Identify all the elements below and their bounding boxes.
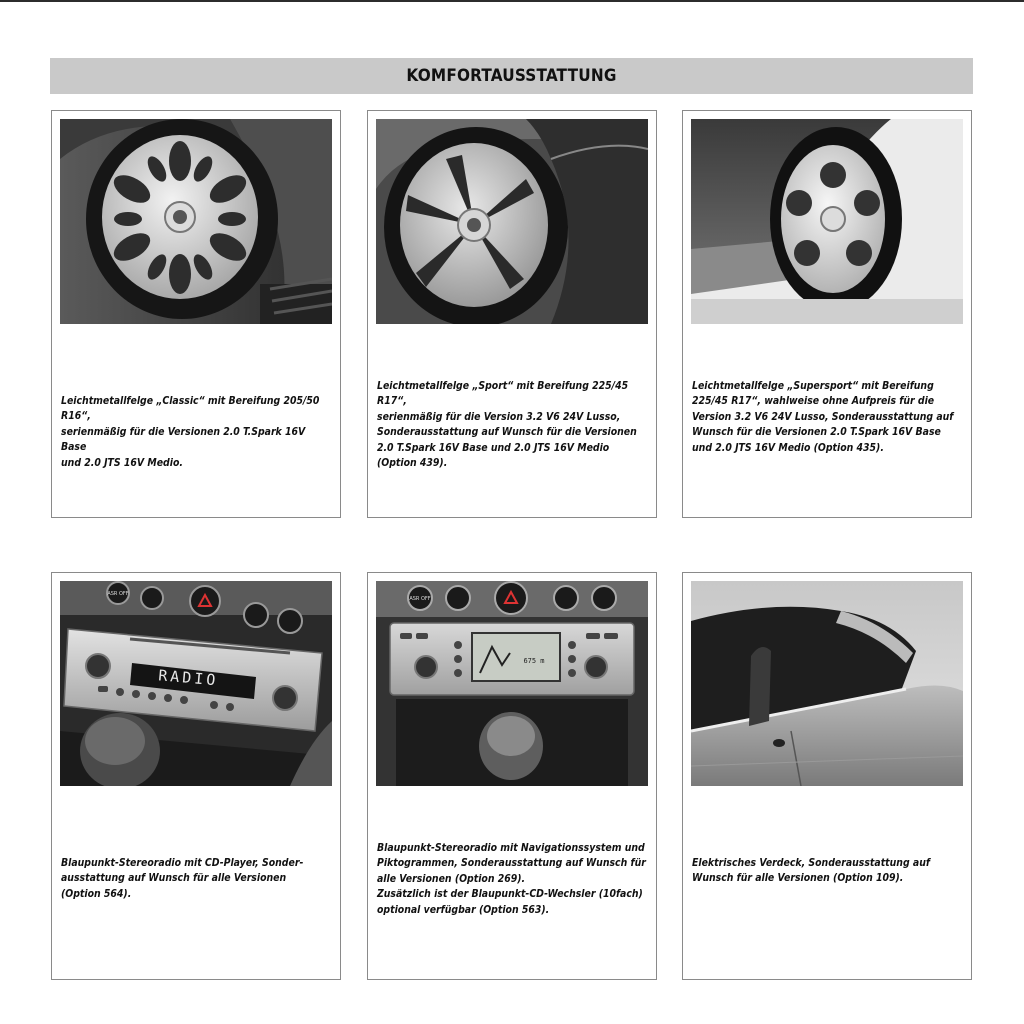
caption-line: und 2.0 JTS 16V Medio. [61,456,183,469]
caption-line: und 2.0 JTS 16V Medio (Option 435). [692,441,884,454]
section-title: KOMFORTAUSSTATTUNG [406,66,617,86]
caption-line: Leichtmetallfelge „Sport“ mit Bereifung 225/45 R17“, [377,380,629,408]
navigation-radio-photo [376,581,648,786]
asr-off-label: ASR OFF [409,596,431,602]
card-caption [692,856,964,887]
card-supersport-wheel [682,110,972,518]
card-caption [61,394,333,471]
caption-line: Leichtmetallfelge „Supersport“ mit Bereifung [692,380,934,392]
card-navigation-radio [367,572,657,980]
nav-distance-text: 675 m [523,657,545,665]
caption-line: (Option 564). [61,887,132,900]
radio-display-text: RADIO [157,666,220,690]
caption-line: optional verfügbar (Option 563). [377,903,550,916]
electric-soft-top-photo [691,581,963,786]
top-rule [0,0,1024,2]
card-caption [377,379,649,471]
caption-line: Blaupunkt-Stereoradio mit CD-Player, Sonder- [61,857,304,869]
card-classic-wheel [51,110,341,518]
alloy-wheel-sport-photo [376,119,648,324]
caption-line: Elektrisches Verdeck, Sonderausstattung auf [692,857,930,869]
caption-line: 2.0 T.Spark 16V Base und 2.0 JTS 16V Medio [377,441,610,454]
caption-line: Wunsch für alle Versionen (Option 109). [692,872,904,885]
caption-line: serienmäßig für die Version 3.2 V6 24V Lusso, [377,410,621,423]
cd-radio-photo [60,581,332,786]
card-caption [377,841,649,918]
caption-line: Sonderausstattung auf Wunsch für die Versionen [377,426,637,439]
caption-line: Blaupunkt-Stereoradio mit Navigationssystem und [377,842,645,854]
card-sport-wheel [367,110,657,518]
caption-line: Version 3.2 V6 24V Lusso, Sonderausstattung auf [692,410,954,423]
caption-line: Leichtmetallfelge „Classic“ mit Bereifung 205/50 R16“, [61,395,320,423]
alloy-wheel-classic-photo [60,119,332,324]
card-caption [61,856,333,902]
card-caption [692,379,964,456]
caption-line: 225/45 R17“, wahlweise ohne Aufpreis für die [692,395,935,408]
card-electric-soft-top [682,572,972,980]
caption-line: Wunsch für die Versionen 2.0 T.Spark 16V Base [692,426,941,439]
alloy-wheel-supersport-photo [691,119,963,324]
caption-line: serienmäßig für die Versionen 2.0 T.Spark 16V Base [61,425,306,454]
caption-line: ausstattung auf Wunsch für alle Versionen [61,872,287,885]
section-header [50,58,973,94]
caption-line: Zusätzlich ist der Blaupunkt-CD-Wechsler (10fach) [377,888,643,901]
caption-line: Piktogrammen, Sonderausstattung auf Wunsch für [377,857,646,870]
caption-line: (Option 439). [377,457,448,470]
asr-off-label: ASR OFF [107,591,129,597]
card-cd-radio [51,572,341,980]
caption-line: alle Versionen (Option 269). [377,872,526,885]
